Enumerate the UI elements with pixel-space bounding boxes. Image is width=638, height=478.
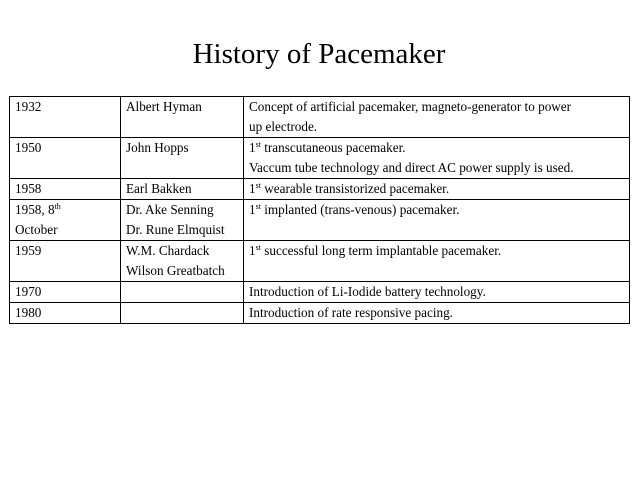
description-line	[249, 241, 624, 261]
description-text: transcutaneous pacemaker.	[260, 140, 406, 155]
description-cell	[244, 282, 630, 303]
year-text: 1958	[15, 181, 42, 196]
description-line: up electrode.	[249, 119, 318, 134]
table-row	[10, 138, 630, 179]
year-text: 1959	[15, 243, 42, 258]
ordinal-suffix: st	[255, 243, 261, 252]
ordinal-number: 1	[249, 181, 256, 196]
ordinal-number: 1	[249, 202, 256, 217]
year-cell	[10, 200, 121, 241]
description-cell	[244, 97, 630, 138]
inventor-cell	[121, 241, 244, 282]
table-row	[10, 282, 630, 303]
description-cell	[244, 200, 630, 241]
table-row	[10, 303, 630, 324]
year-month: October	[15, 222, 58, 237]
inventor-name: Albert Hyman	[126, 99, 202, 114]
table-row	[10, 97, 630, 138]
year-text: 1950	[15, 140, 42, 155]
inventor-cell	[121, 138, 244, 179]
inventor-name: W.M. Chardack	[126, 243, 210, 258]
inventor-name: Dr. Ake Senning	[126, 202, 214, 217]
inventor-cell	[121, 200, 244, 241]
page-title: History of Pacemaker	[192, 38, 446, 70]
description-line: Introduction of Li-Iodide battery technology.	[249, 284, 486, 299]
description-cell	[244, 303, 630, 324]
year-cell	[10, 179, 121, 200]
inventor-cell	[121, 97, 244, 138]
description-cell	[244, 241, 630, 282]
description-line: Concept of artificial pacemaker, magneto-generator to power	[249, 99, 572, 114]
table-row	[10, 241, 630, 282]
year-cell	[10, 282, 121, 303]
description-cell	[244, 138, 630, 179]
ordinal-suffix: th	[54, 202, 61, 211]
table-row	[10, 200, 630, 241]
year-cell	[10, 138, 121, 179]
inventor-cell	[121, 179, 244, 200]
year-cell	[10, 303, 121, 324]
description-line: Vaccum tube technology and direct AC power supply is used.	[249, 160, 574, 175]
ordinal-suffix: st	[255, 181, 261, 190]
inventor-cell	[121, 303, 244, 324]
description-text: wearable transistorized pacemaker.	[260, 181, 450, 196]
year-text: 1980	[15, 305, 42, 320]
inventor-name: Wilson Greatbatch	[126, 263, 225, 278]
year-cell	[10, 241, 121, 282]
inventor-name: Earl Bakken	[126, 181, 192, 196]
inventor-name: John Hopps	[126, 140, 189, 155]
ordinal-number: 1	[249, 243, 256, 258]
ordinal-suffix: st	[255, 202, 261, 211]
description-text: successful long term implantable pacemaker.	[260, 243, 502, 258]
history-table	[9, 96, 630, 324]
year-text: 1932	[15, 99, 42, 114]
year-text	[15, 200, 115, 220]
ordinal-number: 1	[249, 140, 256, 155]
year-cell	[10, 97, 121, 138]
description-text: implanted (trans-venous) pacemaker.	[260, 202, 460, 217]
inventor-name: Dr. Rune Elmquist	[126, 222, 225, 237]
year-date: 1958, 8	[15, 202, 55, 217]
ordinal-suffix: st	[255, 140, 261, 149]
description-cell	[244, 179, 630, 200]
inventor-cell	[121, 282, 244, 303]
description-line	[249, 200, 624, 220]
year-text: 1970	[15, 284, 42, 299]
table-row	[10, 179, 630, 200]
description-line	[249, 179, 624, 199]
description-line: Introduction of rate responsive pacing.	[249, 305, 453, 320]
description-line	[249, 138, 624, 158]
